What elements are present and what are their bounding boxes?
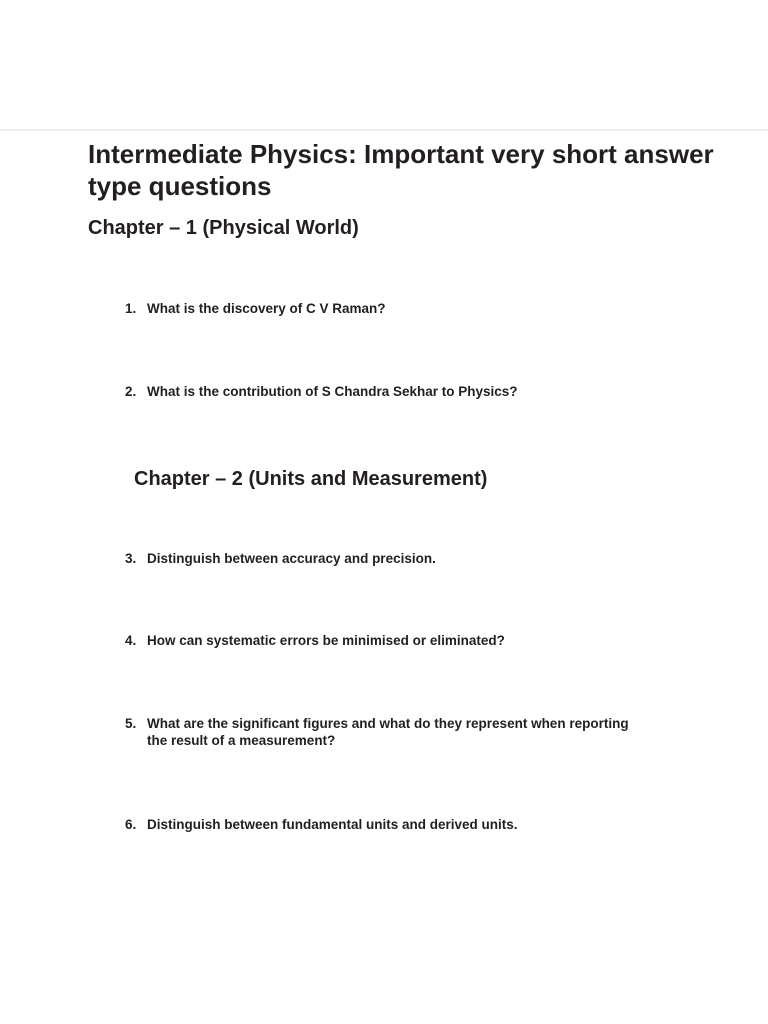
question-text: How can systematic errors be minimised or eliminated?: [147, 633, 505, 648]
question-text: What is the discovery of C V Raman?: [147, 301, 386, 316]
question-number: 5.: [125, 716, 137, 731]
question-number: 2.: [125, 384, 137, 399]
question-text: What is the contribution of S Chandra Sekhar to Physics?: [147, 384, 518, 399]
question-text: Distinguish between accuracy and precision.: [147, 551, 436, 566]
document-title: Intermediate Physics: Important very short answer type questions: [88, 139, 714, 201]
question-text: Distinguish between fundamental units and derived units.: [147, 817, 518, 832]
question-number: 3.: [125, 551, 137, 566]
question-item: [125, 550, 645, 567]
question-item: [125, 300, 645, 317]
question-item: [125, 383, 645, 400]
question-text: What are the significant figures and what do they represent when reporting the result of a measurement?: [147, 716, 629, 748]
question-number: 6.: [125, 817, 137, 832]
question-number: 4.: [125, 633, 137, 648]
chapter-1-heading: Chapter – 1 (Physical World): [88, 217, 359, 239]
question-number: 1.: [125, 301, 137, 316]
chapter-2-heading: Chapter – 2 (Units and Measurement): [134, 468, 488, 490]
question-item: [125, 715, 645, 749]
question-item: [125, 816, 645, 833]
question-item: [125, 632, 645, 649]
page-divider: [0, 129, 768, 131]
